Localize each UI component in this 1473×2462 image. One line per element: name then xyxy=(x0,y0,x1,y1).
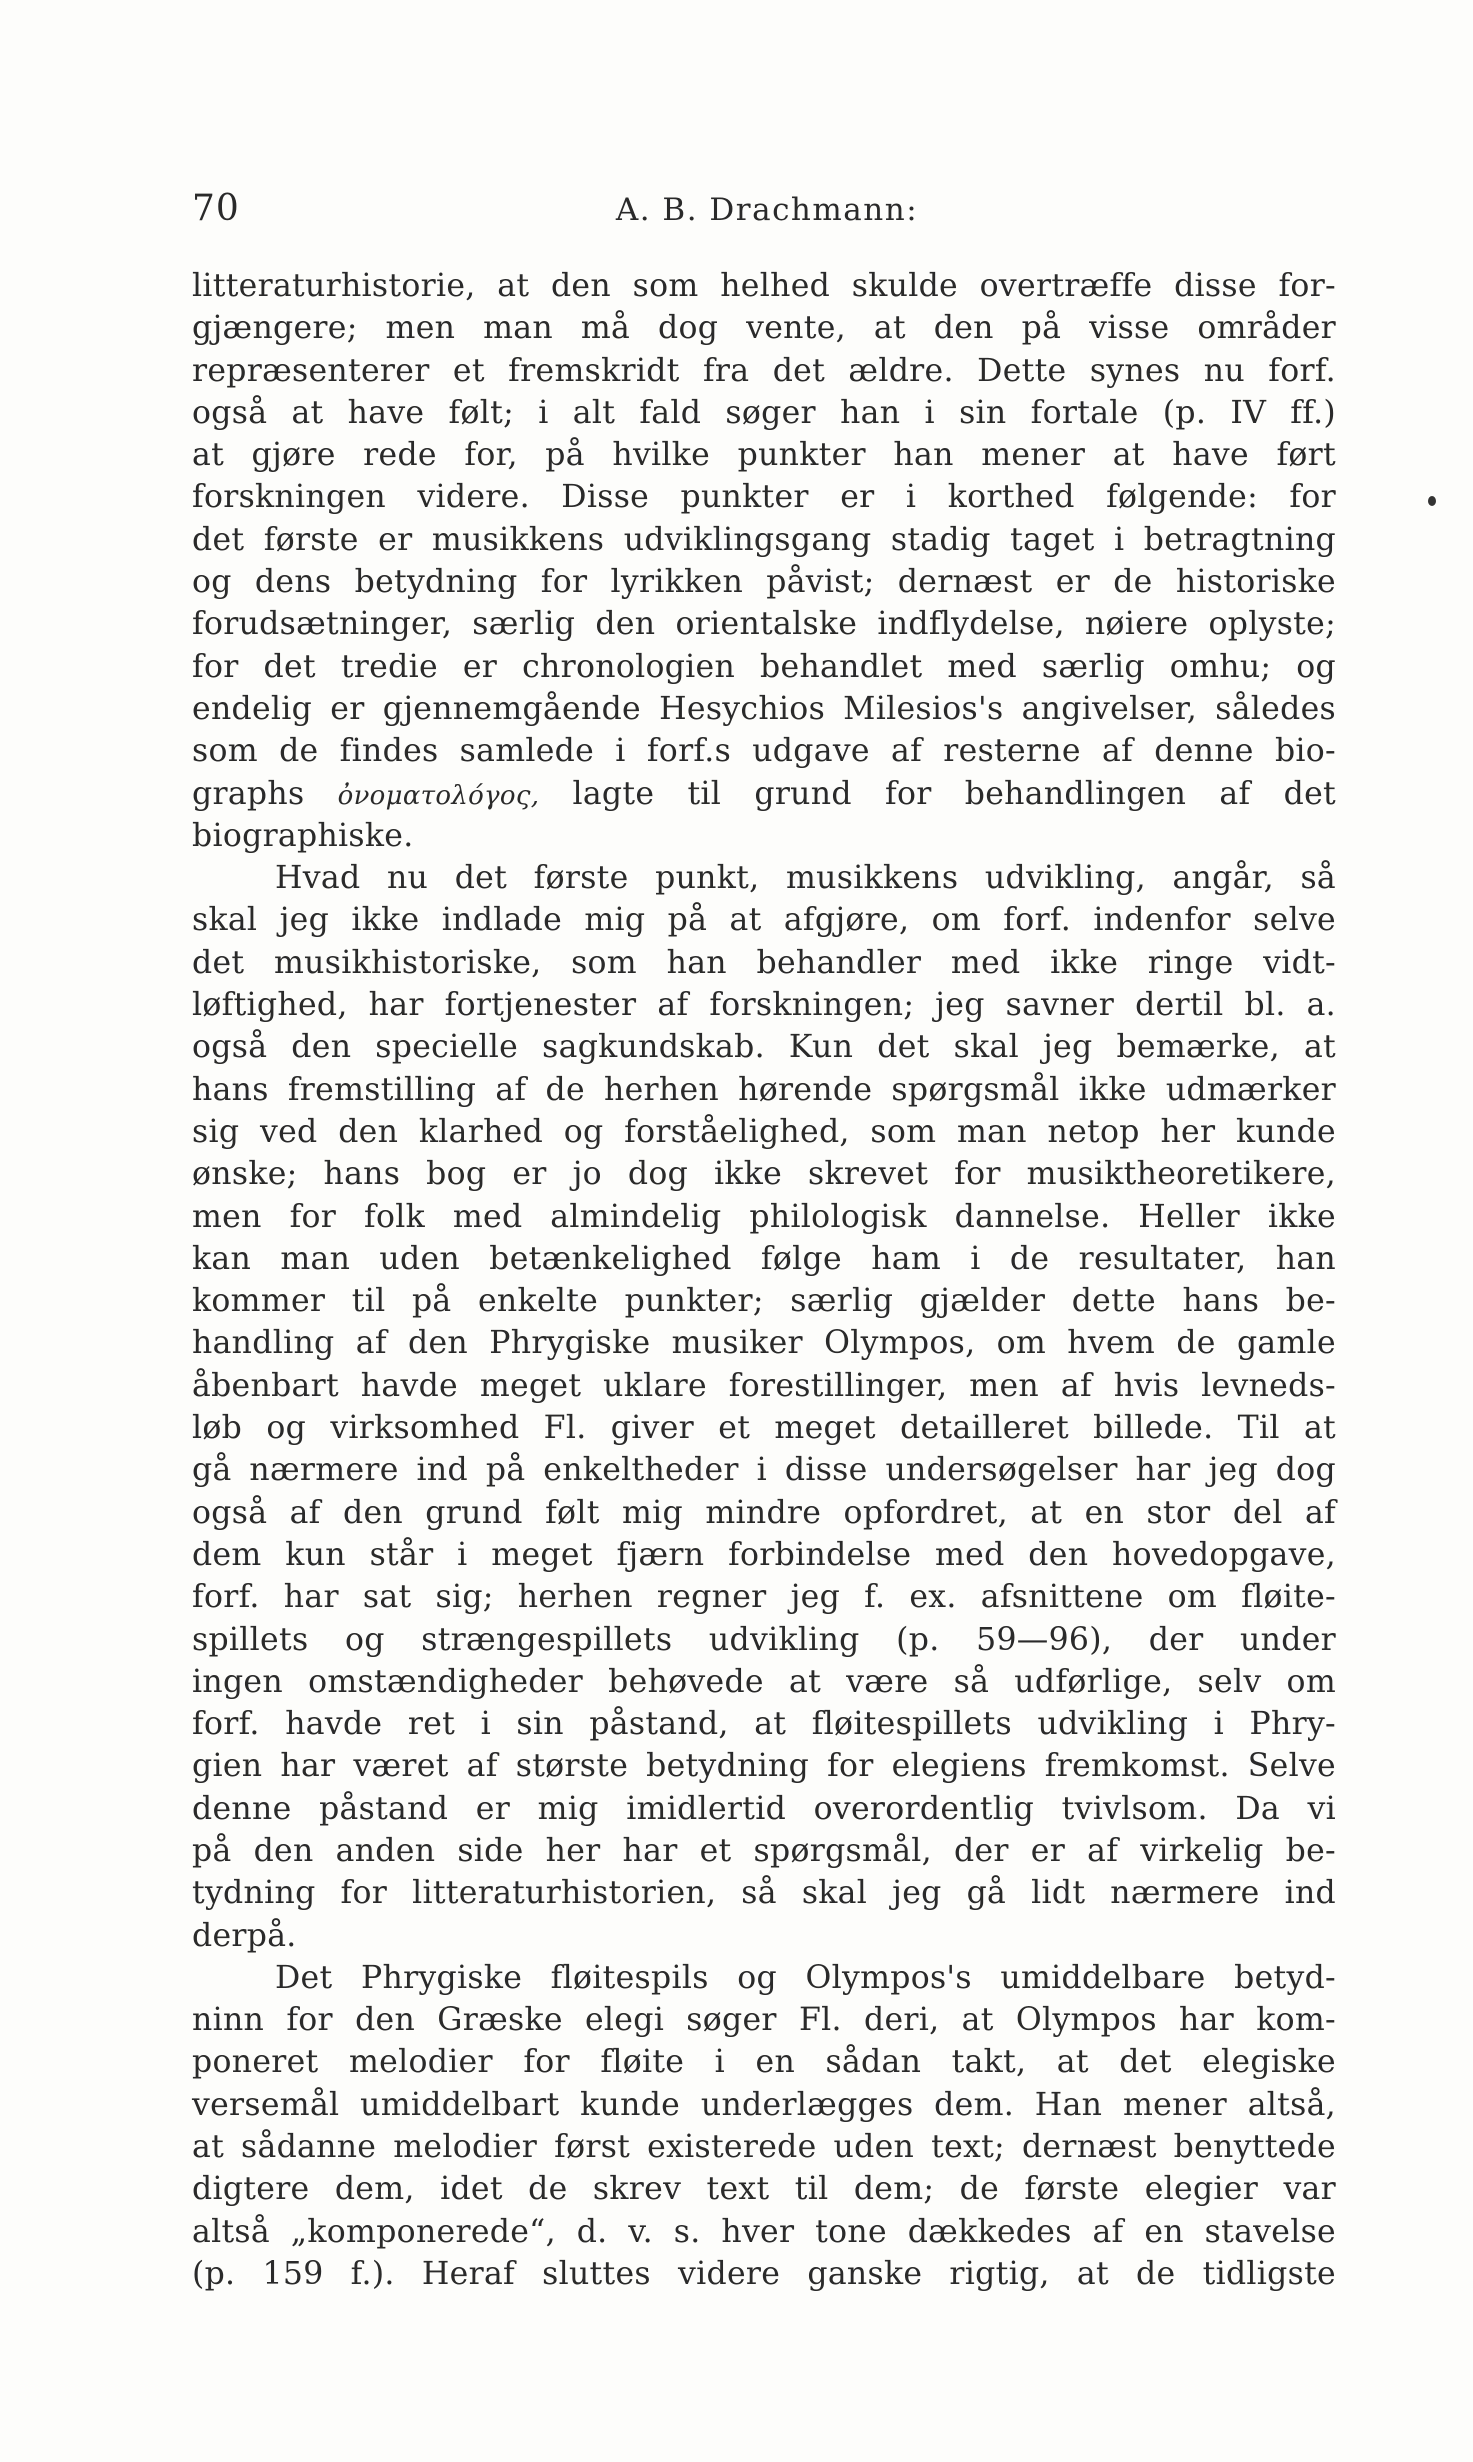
text-line: gå nærmere ind på enkeltheder i disse undersøgelser har jeg dog xyxy=(192,1452,1336,1489)
text-line: digtere dem, idet de skrev text til dem; de første elegier var xyxy=(192,2171,1336,2208)
text-line: kommer til på enkelte punkter; særlig gjælder dette hans be- xyxy=(192,1283,1336,1320)
text-line: også den specielle sagkundskab. Kun det skal jeg bemærke, at xyxy=(192,1029,1336,1066)
text-line: og dens betydning for lyrikken påvist; dernæst er de historiske xyxy=(192,564,1336,601)
body-text xyxy=(192,265,1336,2295)
text-line: ninn for den Græske elegi søger Fl. deri, at Olympos har kom- xyxy=(192,2002,1336,2039)
page-number: 70 xyxy=(192,188,240,229)
text-line: tydning for litteraturhistorien, så skal jeg gå lidt nærmere ind xyxy=(192,1875,1336,1912)
text-span: graphs xyxy=(192,775,338,812)
text-line: ingen omstændigheder behøvede at være så udførlige, selv om xyxy=(192,1663,1336,1700)
text-line: derpå. xyxy=(192,1917,297,1954)
text-line: forskningen videre. Disse punkter er i korthed følgende: for xyxy=(192,479,1336,516)
text-line: for det tredie er chronologien behandlet med særlig omhu; og xyxy=(192,648,1336,685)
text-line: (p. 159 f.). Heraf sluttes videre ganske rigtig, at de tidligste xyxy=(192,2255,1336,2292)
text-line: endelig er gjennemgående Hesychios Milesios's angivelser, således xyxy=(192,690,1336,727)
text-line: litteraturhistorie, at den som helhed skulde overtræffe disse for- xyxy=(192,268,1336,304)
text-line: sig ved den klarhed og forståelighed, som man netop her kunde xyxy=(192,1113,1336,1150)
text-line: handling af den Phrygiske musiker Olympos, om hvem de gamle xyxy=(192,1325,1336,1362)
text-line: denne påstand er mig imidlertid overordentlig tvivlsom. Da vi xyxy=(192,1790,1336,1827)
text-line: men for folk med almindelig philologisk dannelse. Heller ikke xyxy=(192,1198,1336,1235)
text-line: ønske; hans bog er jo dog ikke skrevet for musiktheoretikere, xyxy=(192,1156,1336,1193)
running-title: A. B. Drachmann: xyxy=(615,192,919,228)
text-line: forf. havde ret i sin påstand, at fløitespillets udvikling i Phry- xyxy=(192,1706,1336,1743)
paragraph-first-line: Hvad nu det første punkt, musikkens udvikling, angår, så xyxy=(275,860,1336,897)
margin-mark xyxy=(1428,496,1436,506)
text-line: versemål umiddelbart kunde underlægges dem. Han mener altså, xyxy=(192,2086,1336,2123)
text-line: gien har været af største betydning for elegiens fremkomst. Selve xyxy=(192,1748,1336,1785)
running-head xyxy=(192,188,1342,238)
text-line: forf. har sat sig; herhen regner jeg f. ex. afsnittene om fløite- xyxy=(192,1579,1336,1616)
text-line: dem kun står i meget fjærn forbindelse med den hovedopgave, xyxy=(192,1536,1336,1573)
text-line: det musikhistoriske, som han behandler med ikke ringe vidt- xyxy=(192,944,1336,981)
text-line: hans fremstilling af de herhen hørende spørgsmål ikke udmærker xyxy=(192,1071,1336,1108)
text-line: at sådanne melodier først existerede uden text; dernæst benyttede xyxy=(192,2129,1336,2166)
text-line: løb og virksomhed Fl. giver et meget detailleret billede. Til at xyxy=(192,1410,1336,1447)
text-line: også at have følt; i alt fald søger han i sin fortale (p. IV ff.) xyxy=(192,394,1336,431)
text-line: poneret melodier for fløite i en sådan takt, at det elegiske xyxy=(192,2044,1336,2081)
text-line: altså „komponerede“, d. v. s. hver tone dækkedes af en stavelse xyxy=(192,2213,1336,2250)
greek-term: ὀνοματολόγος, xyxy=(337,780,540,811)
text-line: forudsætninger, særlig den orientalske indflydelse, nøiere oplyste; xyxy=(192,606,1336,643)
text-span: lagte til grund for behandlingen af det xyxy=(539,775,1336,812)
text-line: som de findes samlede i forf.s udgave af resterne af denne bio- xyxy=(192,733,1336,770)
text-line: at gjøre rede for, på hvilke punkter han mener at have ført xyxy=(192,437,1336,474)
text-line: gjængere; men man må dog vente, at den på visse områder xyxy=(192,310,1336,347)
text-line: biographiske. xyxy=(192,817,414,854)
paragraph-first-line: Det Phrygiske fløitespils og Olympos's umiddelbare betyd- xyxy=(275,1959,1336,1996)
text-line: det første er musikkens udviklingsgang stadig taget i betragtning xyxy=(192,521,1336,558)
text-line: løftighed, har fortjenester af forskningen; jeg savner dertil bl. a. xyxy=(192,987,1336,1024)
text-line: skal jeg ikke indlade mig på at afgjøre, om forf. indenfor selve xyxy=(192,902,1336,939)
text-line: repræsenterer et fremskridt fra det ældre. Dette synes nu forf. xyxy=(192,352,1336,389)
text-line-with-greek xyxy=(192,773,1336,815)
text-line: åbenbart havde meget uklare forestillinger, men af hvis levneds- xyxy=(192,1367,1336,1404)
text-line: kan man uden betænkelighed følge ham i de resultater, han xyxy=(192,1240,1336,1277)
text-line: på den anden side her har et spørgsmål, der er af virkelig be- xyxy=(192,1832,1336,1869)
text-line: også af den grund følt mig mindre opfordret, at en stor del af xyxy=(192,1494,1336,1531)
text-line: spillets og strængespillets udvikling (p. 59—96), der under xyxy=(192,1621,1336,1658)
